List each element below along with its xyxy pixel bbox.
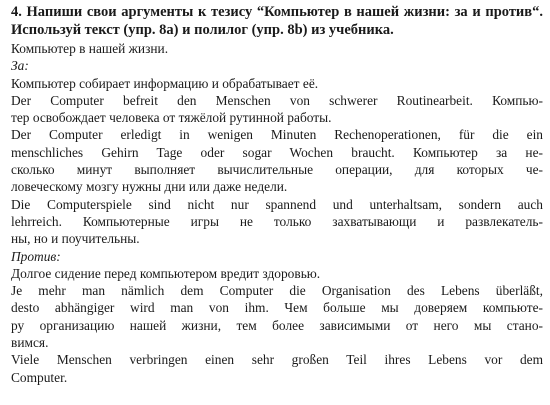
text-line: Die Computerspiele sind nicht nur spannend und unterhaltsam, sondern auch bbox=[11, 196, 543, 212]
text-line: ру организацию нашей жизни, тем более зависимыми от него мы стано- bbox=[11, 317, 543, 333]
exercise-page bbox=[11, 4, 543, 386]
text-line: тер освобождает человека от тяжёлой рутинной работы. bbox=[11, 110, 332, 126]
against-heading: Против: bbox=[11, 248, 61, 264]
task-statement bbox=[11, 4, 543, 39]
text-line: Компьютер собирает информацию и обрабатывает её. bbox=[11, 75, 319, 91]
text-line: Je mehr man nämlich dem Computer die Organisation des Lebens überläßt, bbox=[11, 283, 543, 299]
text-line: сколько минут выполняет вычислительные операции, для которых че- bbox=[11, 162, 543, 178]
text-line: Computer. bbox=[11, 369, 68, 385]
task-number: 4. bbox=[11, 4, 22, 20]
text-line: Viele Menschen verbringen einen sehr großen Teil ihres Lebens vor dem bbox=[11, 352, 543, 368]
text-line: ны, но и поучительны. bbox=[11, 231, 140, 247]
text-line: menschliches Gehirn Tage oder sogar Wochen braucht. Компьютер за не- bbox=[11, 144, 543, 160]
text-line: Долгое сидение перед компьютером вредит здоровью. bbox=[11, 265, 321, 281]
task-text: Напиши свои аргументы к тезису “Компьютер в нашей жизни: за и против“. Используй текст (упр. 8а) и полилог (упр. 8b) из учебника. bbox=[11, 4, 543, 38]
text-line: вимся. bbox=[11, 335, 49, 351]
text-line: Der Computer befreit den Menschen von schwerer Routinearbeit. Компью- bbox=[11, 92, 543, 108]
thesis-line: Компьютер в нашей жизни. bbox=[11, 41, 169, 56]
for-heading: За: bbox=[11, 58, 29, 74]
text-line: desto abhängiger wird man von ihm. Чем больше мы доверяем компьюте- bbox=[11, 300, 543, 316]
answer-text bbox=[11, 40, 543, 386]
text-line: Der Computer erledigt in wenigen Minuten Rechenoperationen, für die ein bbox=[11, 127, 543, 143]
text-line: ловеческому мозгу нужны дни или даже недели. bbox=[11, 179, 288, 195]
text-line: lehrreich. Компьютерные игры не только захватывающи и развлекатель- bbox=[11, 213, 543, 229]
